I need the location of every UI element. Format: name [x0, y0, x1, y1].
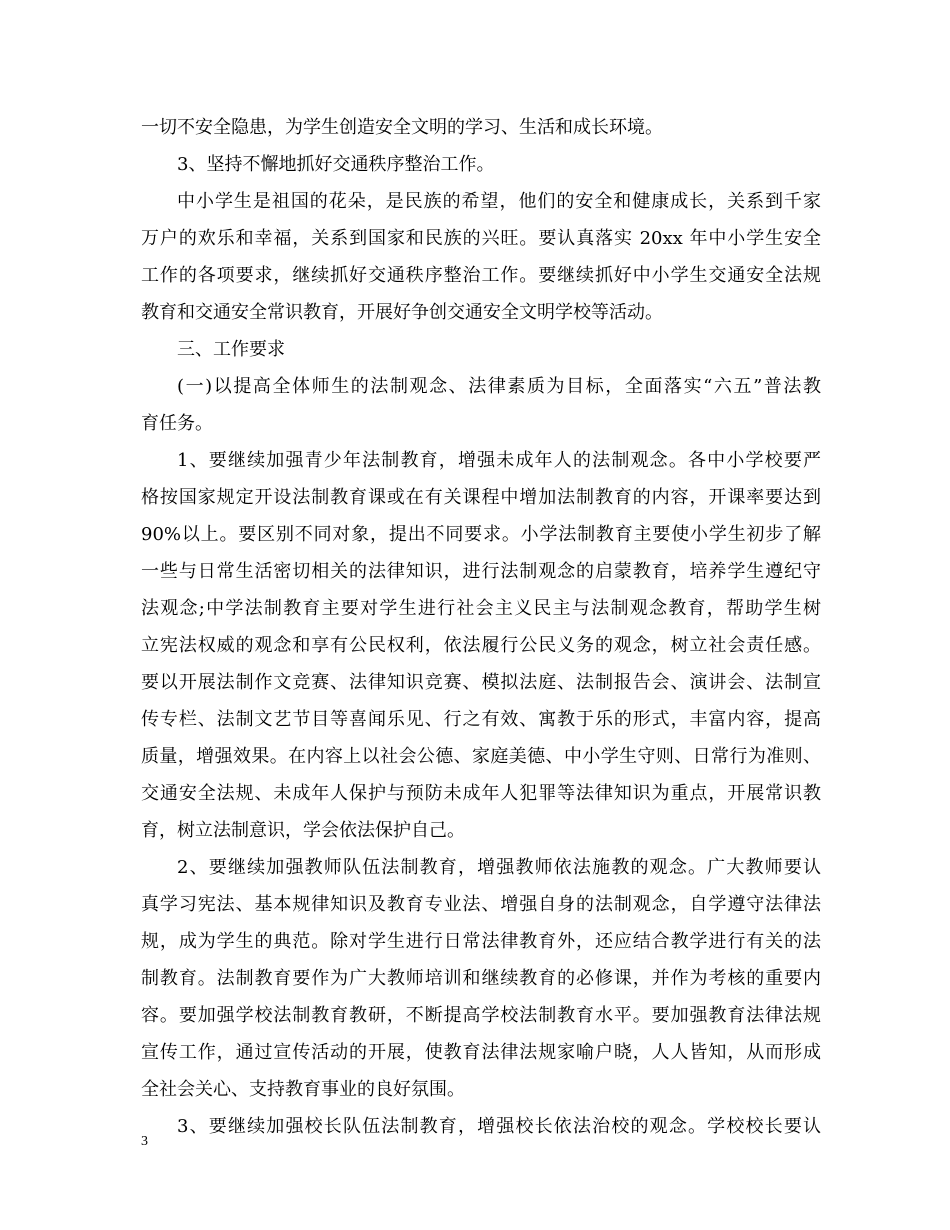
text-line: 容。要加强学校法制教育教研，不断提高学校法制教育水平。要加强教育法律法规 [141, 1005, 821, 1026]
text-line: 工作的各项要求，继续抓好交通秩序整治工作。要继续抓好中小学生交通安全法规 [141, 265, 821, 286]
text-line: 规，成为学生的典范。除对学生进行日常法律教育外，还应结合教学进行有关的法 [141, 931, 821, 952]
text-line: 真学习宪法、基本规律知识及教育专业法、增强自身的法制观念，自学遵守法律法 [141, 894, 821, 915]
text-line: 全社会关心、支持教育事业的良好氛围。 [141, 1079, 465, 1100]
text-line: 格按国家规定开设法制教育课或在有关课程中增加法制教育的内容，开课率要达到 [141, 487, 821, 508]
text-line: 育任务。 [141, 413, 213, 434]
text-line: 立宪法权威的观念和享有公民权利，依法履行公民义务的观念，树立社会责任感。 [141, 635, 821, 656]
text-line: 交通安全法规、未成年人保护与预防未成年人犯罪等法律知识为重点，开展常识教 [141, 783, 821, 804]
text-line: 万户的欢乐和幸福，关系到国家和民族的兴旺。要认真落实 20xx 年中小学生安全 [141, 228, 821, 249]
text-line: 一些与日常生活密切相关的法律知识，进行法制观念的启蒙教育，培养学生遵纪守 [141, 561, 821, 582]
text-line: 制教育。法制教育要作为广大教师培训和继续教育的必修课，并作为考核的重要内 [141, 968, 821, 989]
text-line: 传专栏、法制文艺节目等喜闻乐见、行之有效、寓教于乐的形式，丰富内容，提高 [141, 709, 821, 730]
text-line: 质量，增强效果。在内容上以社会公德、家庭美德、中小学生守则、日常行为准则、 [141, 746, 821, 767]
text-line: (一)以提高全体师生的法制观念、法律素质为目标，全面落实“六五”普法教 [177, 376, 821, 397]
text-line: 育，树立法制意识，学会依法保护自己。 [141, 820, 465, 841]
section-heading: 三、工作要求 [177, 339, 285, 360]
text-line: 法观念;中学法制教育主要对学生进行社会主义民主与法制观念教育，帮助学生树 [141, 598, 821, 619]
text-line: 3、要继续加强校长队伍法制教育，增强校长依法治校的观念。学校校长要认 [177, 1116, 821, 1137]
text-line: 1、要继续加强青少年法制教育，增强未成年人的法制观念。各中小学校要严 [177, 450, 821, 471]
text-line: 中小学生是祖国的花朵，是民族的希望，他们的安全和健康成长，关系到千家 [177, 191, 821, 212]
text-line: 2、要继续加强教师队伍法制教育，增强教师依法施教的观念。广大教师要认 [177, 857, 821, 878]
text-line: 一切不安全隐患，为学生创造安全文明的学习、生活和成长环境。 [141, 117, 663, 138]
page-number: 3 [141, 1134, 148, 1149]
text-line: 教育和交通安全常识教育，开展好争创交通安全文明学校等活动。 [141, 302, 663, 323]
text-line: 要以开展法制作文竞赛、法律知识竞赛、模拟法庭、法制报告会、演讲会、法制宣 [141, 672, 821, 693]
text-line: 90%以上。要区别不同对象，提出不同要求。小学法制教育主要使小学生初步了解 [141, 524, 821, 545]
text-line: 宣传工作，通过宣传活动的开展，使教育法律法规家喻户晓，人人皆知，从而形成 [141, 1042, 821, 1063]
section-item-heading: 3、坚持不懈地抓好交通秩序整治工作。 [177, 154, 495, 175]
